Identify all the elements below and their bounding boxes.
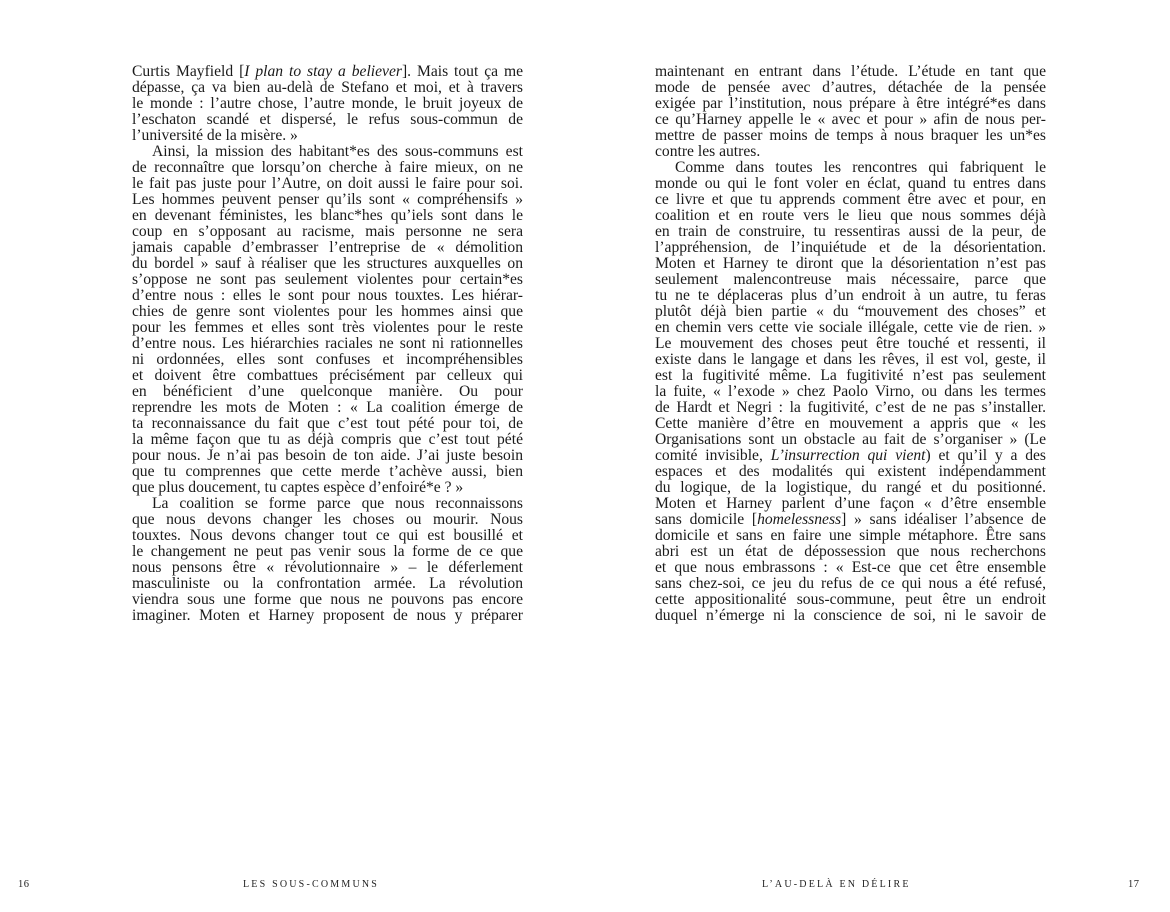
text-line: Organisations sont un obstacle au fait de s’organiser » (Le — [655, 431, 1046, 448]
text-line: mode de pensée avec d’autres, détachée de la pensée — [655, 79, 1046, 96]
page-number-right: 17 — [1128, 879, 1140, 890]
text-line: le changement ne peut pas venir sous la forme de ce que — [132, 543, 523, 560]
italic-title: L’insurrection qui vient — [770, 447, 926, 464]
text-line: ni ordonnées, elles sont confuses et incompréhensibles — [132, 351, 523, 368]
right-page-text — [655, 64, 1046, 624]
text-line: que plus doucement, tu captes espèce d’enfoiré*e ? » — [132, 479, 464, 496]
text-line: de Hardt et Negri : la fugitivité, c’est de ne pas s’installer. — [655, 399, 1046, 416]
text-line: viendra sous une forme que nous ne pouvons pas encore — [132, 591, 523, 608]
text-line: de reconnaître que lorsqu’on cherche à faire mieux, on ne — [132, 159, 523, 176]
text-line: le monde : l’autre chose, l’autre monde, le bruit joyeux de — [132, 95, 523, 112]
text-line: Les hommes peuvent penser qu’ils sont « compréhensifs » — [132, 191, 523, 208]
text-line: coalition et en route vers le lieu que nous sommes déjà — [655, 207, 1046, 224]
running-head-left: LES SOUS-COMMUNS — [243, 879, 380, 890]
text-line: espaces et des modalités qui existent indépendamment — [655, 463, 1046, 480]
text-line: imaginer. Moten et Harney proposent de nous y préparer — [132, 607, 523, 624]
text-line: monde ou qui le font voler en éclat, quand tu entres dans — [655, 175, 1046, 192]
text-line: sans chez-soi, ce jeu du refus de ce qui nous a été refusé, — [655, 575, 1046, 592]
text-line: plutôt déjà bien partie « du “mouvement des choses” et — [655, 303, 1046, 320]
text-line: domicile et sans en faire une simple métaphore. Être sans — [655, 527, 1046, 544]
left-page-text — [132, 64, 523, 624]
text-line: ce livre et que tu apprends comment être avec et pour, en — [655, 191, 1046, 208]
text-line: en bénéficient d’une quelconque manière. Ou pour — [132, 383, 523, 400]
text-line: du logique, de la logistique, du rangé et du positionné. — [655, 479, 1046, 496]
text-line: Comme dans toutes les rencontres qui fabriquent le — [675, 159, 1046, 176]
text-line: en chemin vers cette vie sociale illégale, cette vie de rien. » — [655, 319, 1046, 336]
text-line: nous pensons être « révolutionnaire » – le déferlement — [132, 559, 523, 576]
text-line: pour les femmes et elles sont très violentes pour le reste — [132, 319, 523, 336]
text-line: sans domicile [homelessness] » sans idéaliser l’absence de — [655, 511, 1046, 528]
text-line: comité invisible, L’insurrection qui vient) et qu’il y a des — [655, 447, 1046, 464]
page-number-left: 16 — [18, 879, 30, 890]
text-line: que nous devons changer les choses ou mourir. Nous — [132, 511, 523, 528]
text-line: duquel n’émerge ni la conscience de soi, ni le savoir de — [655, 607, 1046, 624]
italic-title: I plan to stay a believer — [244, 63, 402, 80]
text-line: masculiniste ou la confrontation armée. La révolution — [132, 575, 523, 592]
text-line: l’eschaton scandé et dispersé, le refus sous-commun de — [132, 111, 523, 128]
text-line: seulement malencontreuse mais nécessaire, parce que — [655, 271, 1046, 288]
text-line: Curtis Mayfield [I plan to stay a believer]. Mais tout ça me — [132, 63, 523, 80]
text-line: du bordel » sauf à réaliser que les structures auxquelles on — [132, 255, 523, 272]
text-line: Moten et Harney te diront que la désorientation n’est pas — [655, 255, 1046, 272]
text-line: d’entre nous. Les hiérarchies raciales ne sont ni rationnelles — [132, 335, 523, 352]
text-line: en train de construire, tu ressentiras aussi de la peur, de — [655, 223, 1046, 240]
text-line: jamais capable d’embrasser l’entreprise de « démolition — [132, 239, 523, 256]
text-line: s’oppose ne sont pas seulement violentes pour certain*es — [132, 271, 523, 288]
italic-title: homelessness — [757, 511, 842, 528]
text-line: Cette manière d’être en mouvement a appris que « les — [655, 415, 1046, 432]
text-line: pour nous. Je n’ai pas besoin de ton aide. J’ai juste besoin — [132, 447, 523, 464]
text-line: l’université de la misère. » — [132, 127, 298, 144]
running-head-right: L’AU-DELÀ EN DÉLIRE — [762, 879, 911, 890]
text-line: cette appositionalité sous-commune, peut être un endroit — [655, 591, 1046, 608]
text-line: reprendre les mots de Moten : « La coalition émerge de — [132, 399, 523, 416]
text-line: en devenant féministes, les blanc*hes qu’iels sont dans le — [132, 207, 523, 224]
text-line: Moten et Harney parlent d’une façon « d’être ensemble — [655, 495, 1046, 512]
text-line: tu ne te déplaceras plus d’un endroit à un autre, tu feras — [655, 287, 1046, 304]
text-line: et doivent être combattues précisément par celleux qui — [132, 367, 523, 384]
text-line: exigée par l’institution, nous prépare à être intégré*es dans — [655, 95, 1046, 112]
text-line: existe dans le langage et dans les rêves, il est vol, geste, il — [655, 351, 1046, 368]
text-line: La coalition se forme parce que nous reconnaissons — [152, 495, 523, 512]
text-line: la fuite, « l’exode » chez Paolo Virno, ou dans les termes — [655, 383, 1046, 400]
text-line: Ainsi, la mission des habitant*es des sous-communs est — [152, 143, 523, 160]
text-line: est la fugitivité même. La fugitivité n’est pas seulement — [655, 367, 1046, 384]
text-line: abri est un état de dépossession que nous recherchons — [655, 543, 1046, 560]
text-line: ce qu’Harney appelle le « avec et pour » afin de nous per- — [655, 111, 1046, 128]
text-line: que tu comprennes que cette merde t’achève aussi, bien — [132, 463, 523, 480]
text-line: le fait pas juste pour l’Autre, on doit aussi le faire pour soi. — [132, 175, 523, 192]
text-line: dépasse, ça va bien au-delà de Stefano et moi, et à travers — [132, 79, 523, 96]
text-line: la même façon que tu as déjà compris que c’est tout pété — [132, 431, 523, 448]
text-line: touxtes. Nous devons changer tout ce qui est bousillé et — [132, 527, 523, 544]
text-line: et que nous embrassons : « Est-ce que cet être ensemble — [655, 559, 1046, 576]
text-line: mettre de passer moins de temps à nous braquer les un*es — [655, 127, 1046, 144]
text-line: maintenant en entrant dans l’étude. L’étude en tant que — [655, 63, 1046, 80]
text-line: Le mouvement des choses peut être touché et ressenti, il — [655, 335, 1046, 352]
text-line: d’entre nous : elles le sont pour nous touxtes. Les hiérar- — [132, 287, 523, 304]
text-line: coup en s’opposant au racisme, mais personne ne sera — [132, 223, 523, 240]
text-line: contre les autres. — [655, 143, 761, 160]
text-line: l’appréhension, de l’inquiétude et de la désorientation. — [655, 239, 1046, 256]
text-line: ta reconnaissance du fait que c’est tout pété pour toi, de — [132, 415, 523, 432]
text-line: chies de genre sont violentes pour les hommes ainsi que — [132, 303, 523, 320]
